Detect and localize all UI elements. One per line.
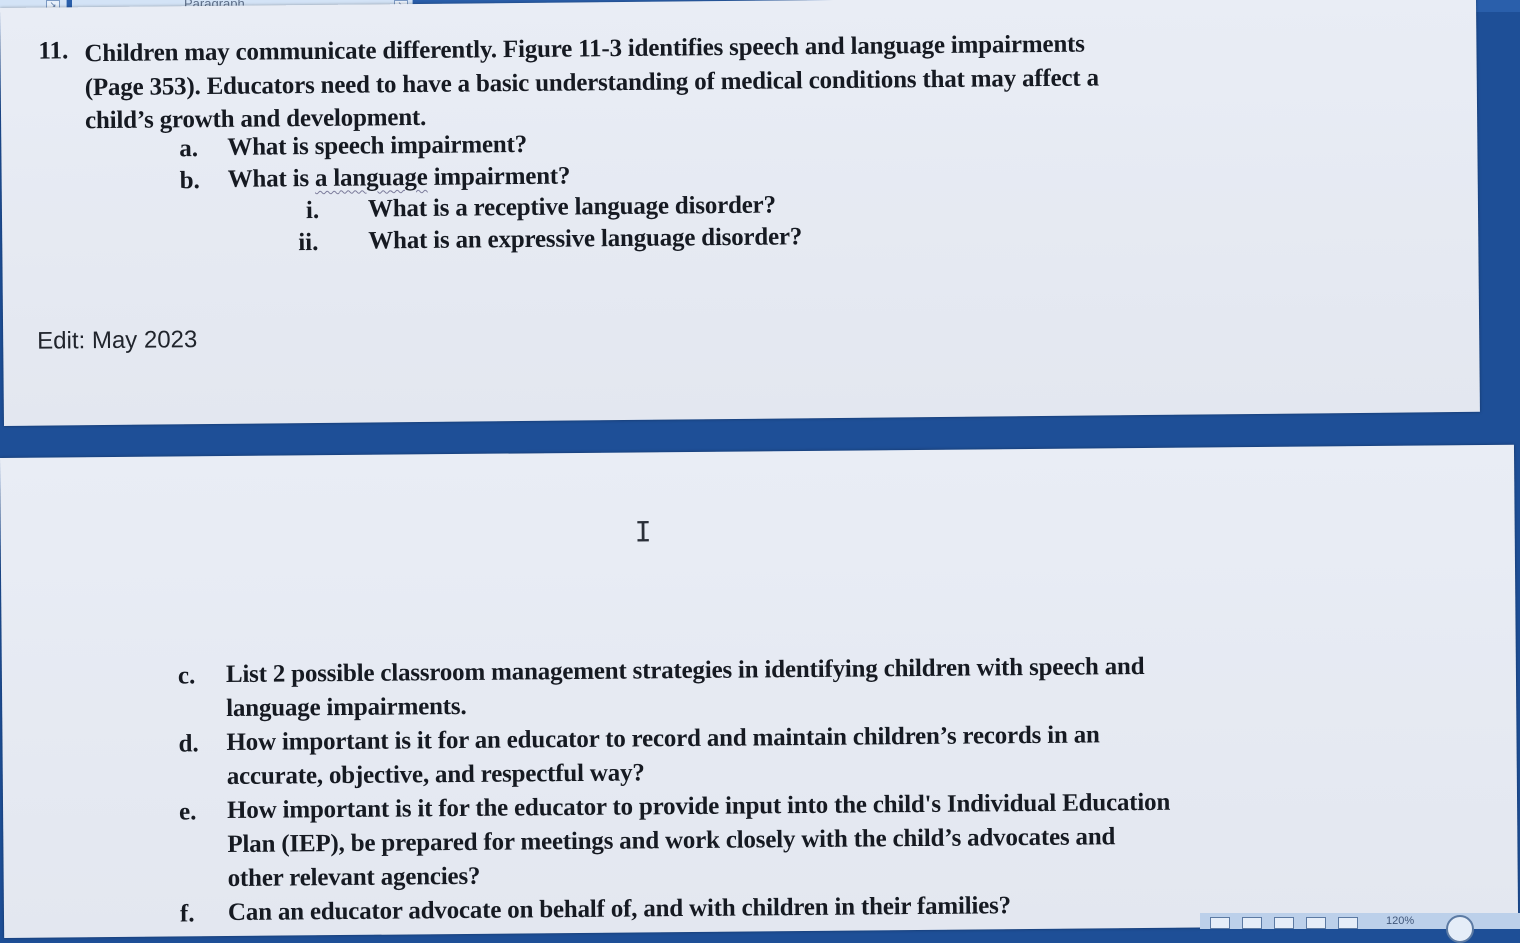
web-layout-view-icon[interactable] [1274,917,1294,929]
zoom-level[interactable]: 120% [1386,915,1415,927]
subitem-ii-text: What is an expressive language disorder? [368,223,803,255]
item-f-line-1: Can an educator advocate on behalf of, and with children in their families? [227,892,1012,927]
item-letter-e: e. [178,798,197,826]
item-letter-b: b. [179,167,200,195]
question-line-2: (Page 353). Educators need to have a basic understanding of medical conditions that may affect a [84,64,1099,102]
item-e-line-2: Plan (IEP), be prepared for meetings and work closely with the child’s advocates and [227,823,1116,859]
item-letter-a: a. [179,135,199,163]
outline-view-icon[interactable] [1306,917,1326,929]
spelling-squiggle[interactable]: a language [314,163,428,192]
item-letter-f: f. [179,900,195,928]
print-layout-view-icon[interactable] [1210,917,1230,929]
subitem-numeral-i: i. [305,196,320,225]
zoom-out-icon[interactable] [1446,915,1474,943]
question-line-3: child’s growth and development. [84,103,427,135]
item-a-text: What is speech impairment? [227,130,528,161]
document-page-top[interactable] [0,0,1480,426]
subitem-i-text: What is a receptive language disorder? [367,191,776,223]
item-letter-c: c. [177,662,196,690]
item-c-line-2: language impairments. [226,692,467,723]
full-screen-reading-view-icon[interactable] [1242,917,1262,929]
item-b-text-before: What is [227,164,316,193]
item-e-line-3: other relevant agencies? [227,862,481,893]
question-line-1: Children may communicate differently. Figure 11-3 identifies speech and language impairments [84,30,1085,68]
text-cursor-icon: I [634,515,652,549]
item-e-line-1: How important is it for the educator to provide input into the child's Individual Education [226,788,1171,825]
dialog-launcher-icon[interactable]: ↘ [46,0,60,10]
status-bar [1200,913,1520,929]
item-d-line-1: How important is it for an educator to record and maintain children’s records in an [226,721,1100,757]
document-page-bottom[interactable] [0,445,1518,938]
item-c-line-1: List 2 possible classroom management strategies in identifying children with speech and [225,653,1145,689]
subitem-numeral-ii: ii. [298,228,319,257]
draft-view-icon[interactable] [1338,917,1358,929]
item-b-text-after: impairment? [427,162,571,191]
item-d-line-2: accurate, objective, and respectful way? [226,759,645,791]
edit-note: Edit: May 2023 [37,326,198,355]
question-number: 11. [38,37,69,65]
item-letter-d: d. [178,730,199,758]
